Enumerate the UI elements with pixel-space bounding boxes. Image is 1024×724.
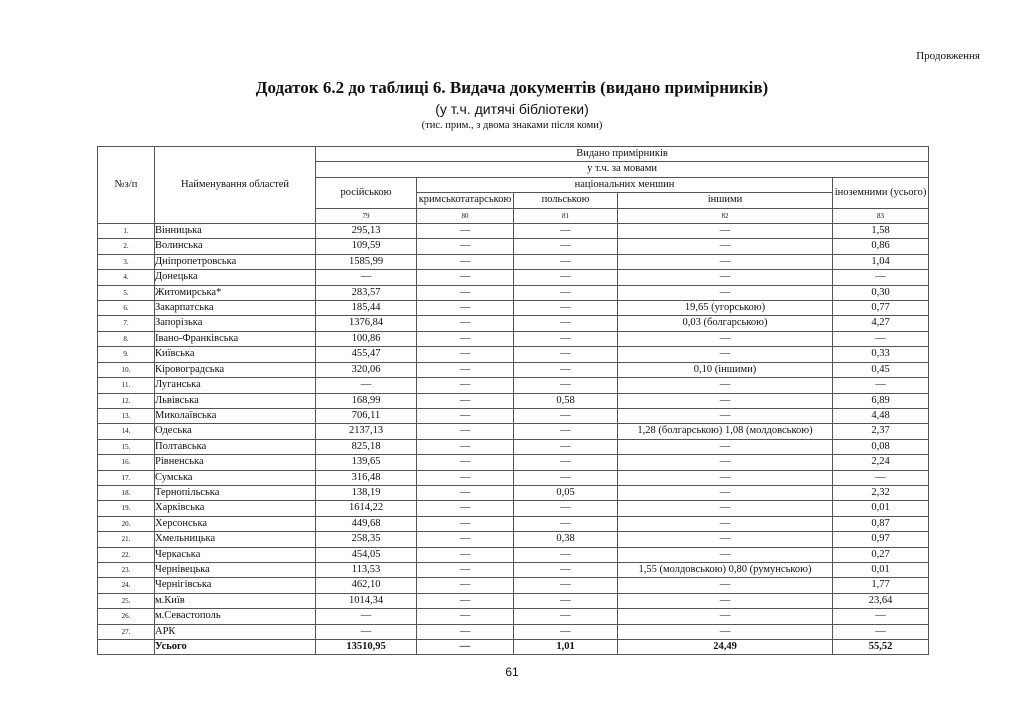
row-number: 16. [98,455,155,470]
foreign-value: 0,30 [833,285,929,300]
other-value: — [618,378,833,393]
polish-value: — [514,593,618,608]
other-value: — [618,516,833,531]
foreign-value: 6,89 [833,393,929,408]
polish-value: — [514,562,618,577]
table-row [98,224,929,239]
russian-value: 138,19 [316,485,417,500]
other-value: — [618,270,833,285]
other-value: — [618,347,833,362]
other-value: — [618,470,833,485]
other-value: — [618,331,833,346]
other-value: — [618,501,833,516]
table-row [98,285,929,300]
row-number: 23. [98,562,155,577]
crimean-tatar-value: — [417,455,514,470]
russian-value: 454,05 [316,547,417,562]
polish-value: — [514,378,618,393]
polish-value: — [514,501,618,516]
table-row [98,624,929,639]
region-name: Херсонська [155,516,316,531]
crimean-tatar-value: — [417,254,514,269]
header-number: №з/п [98,147,155,224]
row-number: 2. [98,239,155,254]
crimean-tatar-value: — [417,378,514,393]
row-number: 10. [98,362,155,377]
table-row [98,516,929,531]
foreign-value: 0,86 [833,239,929,254]
region-name: Одеська [155,424,316,439]
russian-value: 1614,22 [316,501,417,516]
foreign-value: 0,33 [833,347,929,362]
table-row [98,270,929,285]
row-number: 18. [98,485,155,500]
region-name: Кіровоградська [155,362,316,377]
other-value: — [618,254,833,269]
other-value: — [618,624,833,639]
polish-value: 0,05 [514,485,618,500]
region-name: АРК [155,624,316,639]
russian-value: 1376,84 [316,316,417,331]
total-foreign: 55,52 [833,640,929,655]
crimean-tatar-value: — [417,224,514,239]
crimean-tatar-value: — [417,408,514,423]
other-value: — [618,224,833,239]
issuance-table [97,146,929,655]
row-number: 27. [98,624,155,639]
russian-value: 1014,34 [316,593,417,608]
russian-value: 283,57 [316,285,417,300]
crimean-tatar-value: — [417,609,514,624]
russian-value: 168,99 [316,393,417,408]
russian-value: 320,06 [316,362,417,377]
region-name: Хмельницька [155,532,316,547]
table-row [98,239,929,254]
foreign-value: 23,64 [833,593,929,608]
region-name: Черкаська [155,547,316,562]
polish-value: — [514,254,618,269]
region-name: Запорізька [155,316,316,331]
crimean-tatar-value: — [417,470,514,485]
polish-value: — [514,301,618,316]
crimean-tatar-value: — [417,439,514,454]
foreign-value: 0,01 [833,501,929,516]
polish-value: — [514,362,618,377]
crimean-tatar-value: — [417,532,514,547]
row-number: 7. [98,316,155,331]
column-number: 80 [417,208,514,223]
foreign-value: 2,32 [833,485,929,500]
total-polish: 1,01 [514,640,618,655]
other-value: 0,10 (іншими) [618,362,833,377]
region-name: Київська [155,347,316,362]
polish-value: — [514,424,618,439]
column-number: 79 [316,208,417,223]
table-row [98,547,929,562]
polish-value: 0,58 [514,393,618,408]
crimean-tatar-value: — [417,316,514,331]
other-value: — [618,578,833,593]
foreign-value: 0,01 [833,562,929,577]
russian-value: 462,10 [316,578,417,593]
row-number: 6. [98,301,155,316]
foreign-value: 4,27 [833,316,929,331]
crimean-tatar-value: — [417,547,514,562]
foreign-value: 2,24 [833,455,929,470]
polish-value: — [514,624,618,639]
table-row [98,455,929,470]
russian-value: 825,18 [316,439,417,454]
region-name: Дніпропетровська [155,254,316,269]
russian-value: 109,59 [316,239,417,254]
polish-value: — [514,316,618,331]
foreign-value: 1,04 [833,254,929,269]
row-number: 21. [98,532,155,547]
russian-value: — [316,609,417,624]
row-number: 22. [98,547,155,562]
row-number: 20. [98,516,155,531]
other-value: — [618,609,833,624]
table-row [98,393,929,408]
row-number: 1. [98,224,155,239]
region-name: Волинська [155,239,316,254]
region-name: Закарпатська [155,301,316,316]
foreign-value: 2,37 [833,424,929,439]
foreign-value: — [833,609,929,624]
units-note: (тис. прим., з двома знаками після коми) [421,120,603,131]
table-row [98,501,929,516]
row-number: 25. [98,593,155,608]
total-row [98,640,929,655]
row-number: 9. [98,347,155,362]
region-name: м.Київ [155,593,316,608]
polish-value: — [514,439,618,454]
foreign-value: — [833,470,929,485]
header-polish: польською [514,193,618,208]
crimean-tatar-value: — [417,562,514,577]
row-number: 8. [98,331,155,346]
foreign-value: 0,87 [833,516,929,531]
russian-value: 449,68 [316,516,417,531]
russian-value: — [316,270,417,285]
other-value: — [618,408,833,423]
crimean-tatar-value: — [417,362,514,377]
row-number: 12. [98,393,155,408]
polish-value: — [514,609,618,624]
document-title: Додаток 6.2 до таблиці 6. Видача документів (видано примірників) [255,78,769,97]
other-value: — [618,485,833,500]
header-national-minorities: національних меншин [417,177,833,192]
crimean-tatar-value: — [417,578,514,593]
table-row [98,378,929,393]
table-row [98,347,929,362]
table-row [98,254,929,269]
polish-value: — [514,224,618,239]
crimean-tatar-value: — [417,285,514,300]
foreign-value: — [833,270,929,285]
polish-value: — [514,331,618,346]
row-number: 5. [98,285,155,300]
polish-value: — [514,547,618,562]
polish-value: — [514,470,618,485]
region-name: Сумська [155,470,316,485]
crimean-tatar-value: — [417,239,514,254]
other-value: 1,55 (молдовською) 0,80 (румунською) [618,562,833,577]
foreign-value: 0,77 [833,301,929,316]
region-name: Миколаївська [155,408,316,423]
russian-value: 1585,99 [316,254,417,269]
region-name: Івано-Франківська [155,331,316,346]
foreign-value: — [833,331,929,346]
page-number: 61 [505,665,519,679]
crimean-tatar-value: — [417,485,514,500]
other-value: — [618,455,833,470]
other-value: 1,28 (болгарською) 1,08 (молдовською) [618,424,833,439]
row-number: 24. [98,578,155,593]
polish-value: — [514,270,618,285]
polish-value: — [514,455,618,470]
region-name: Чернівецька [155,562,316,577]
russian-value: 455,47 [316,347,417,362]
other-value: — [618,593,833,608]
foreign-value: — [833,378,929,393]
header-issued: Видано примірників [316,147,929,162]
row-number: 19. [98,501,155,516]
crimean-tatar-value: — [417,331,514,346]
polish-value: — [514,578,618,593]
crimean-tatar-value: — [417,393,514,408]
region-name: Львівська [155,393,316,408]
other-value: — [618,532,833,547]
foreign-value: 0,27 [833,547,929,562]
foreign-value: 0,08 [833,439,929,454]
header-russian: російською [316,177,417,208]
crimean-tatar-value: — [417,624,514,639]
row-number: 4. [98,270,155,285]
column-number: 81 [514,208,618,223]
russian-value: 295,13 [316,224,417,239]
russian-value: 185,44 [316,301,417,316]
polish-value: — [514,239,618,254]
region-name: Тернопільська [155,485,316,500]
table-row [98,562,929,577]
column-number: 82 [618,208,833,223]
table-row [98,593,929,608]
header-other: іншими [618,193,833,208]
row-number: 26. [98,609,155,624]
table-row [98,485,929,500]
other-value: — [618,547,833,562]
total-russian: 13510,95 [316,640,417,655]
header-foreign: іноземними (усього) [833,177,929,208]
foreign-value: 1,77 [833,578,929,593]
polish-value: — [514,516,618,531]
russian-value: 258,35 [316,532,417,547]
crimean-tatar-value: — [417,347,514,362]
table-row [98,424,929,439]
polish-value: — [514,347,618,362]
table-row [98,362,929,377]
row-number: 13. [98,408,155,423]
polish-value: — [514,285,618,300]
foreign-value: 1,58 [833,224,929,239]
region-name: м.Севастополь [155,609,316,624]
russian-value: — [316,378,417,393]
foreign-value: — [833,624,929,639]
column-number: 83 [833,208,929,223]
foreign-value: 0,45 [833,362,929,377]
region-name: Харківська [155,501,316,516]
other-value: — [618,285,833,300]
table-row [98,316,929,331]
crimean-tatar-value: — [417,424,514,439]
total-number-cell [98,640,155,655]
row-number: 3. [98,254,155,269]
russian-value: 2137,13 [316,424,417,439]
crimean-tatar-value: — [417,301,514,316]
crimean-tatar-value: — [417,270,514,285]
russian-value: 139,65 [316,455,417,470]
table-row [98,301,929,316]
row-number: 14. [98,424,155,439]
crimean-tatar-value: — [417,501,514,516]
table-row [98,331,929,346]
other-value: 19,65 (угорською) [618,301,833,316]
other-value: — [618,239,833,254]
table-row [98,408,929,423]
total-other: 24,49 [618,640,833,655]
russian-value: 316,48 [316,470,417,485]
crimean-tatar-value: — [417,516,514,531]
russian-value: — [316,624,417,639]
foreign-value: 0,97 [833,532,929,547]
header-including-languages: у т.ч. за мовами [316,162,929,177]
table-row [98,532,929,547]
russian-value: 100,86 [316,331,417,346]
row-number: 15. [98,439,155,454]
header-region: Найменування областей [155,147,316,224]
table-row [98,609,929,624]
continuation-label: Продовження [916,50,980,62]
region-name: Чернігівська [155,578,316,593]
polish-value: — [514,408,618,423]
total-crimean-tatar: — [417,640,514,655]
row-number: 11. [98,378,155,393]
foreign-value: 4,48 [833,408,929,423]
other-value: 0,03 (болгарською) [618,316,833,331]
other-value: — [618,439,833,454]
region-name: Вінницька [155,224,316,239]
table-row [98,578,929,593]
document-subtitle: (у т.ч. дитячі бібліотеки) [435,101,589,117]
polish-value: 0,38 [514,532,618,547]
russian-value: 706,11 [316,408,417,423]
table-row [98,470,929,485]
region-name: Житомирська* [155,285,316,300]
other-value: — [618,393,833,408]
region-name: Луганська [155,378,316,393]
russian-value: 113,53 [316,562,417,577]
row-number: 17. [98,470,155,485]
table-row [98,439,929,454]
region-name: Донецька [155,270,316,285]
region-name: Полтавська [155,439,316,454]
region-name: Рівненська [155,455,316,470]
header-crimean-tatar: кримськотатарською [417,193,514,208]
crimean-tatar-value: — [417,593,514,608]
total-label: Усього [155,640,316,655]
